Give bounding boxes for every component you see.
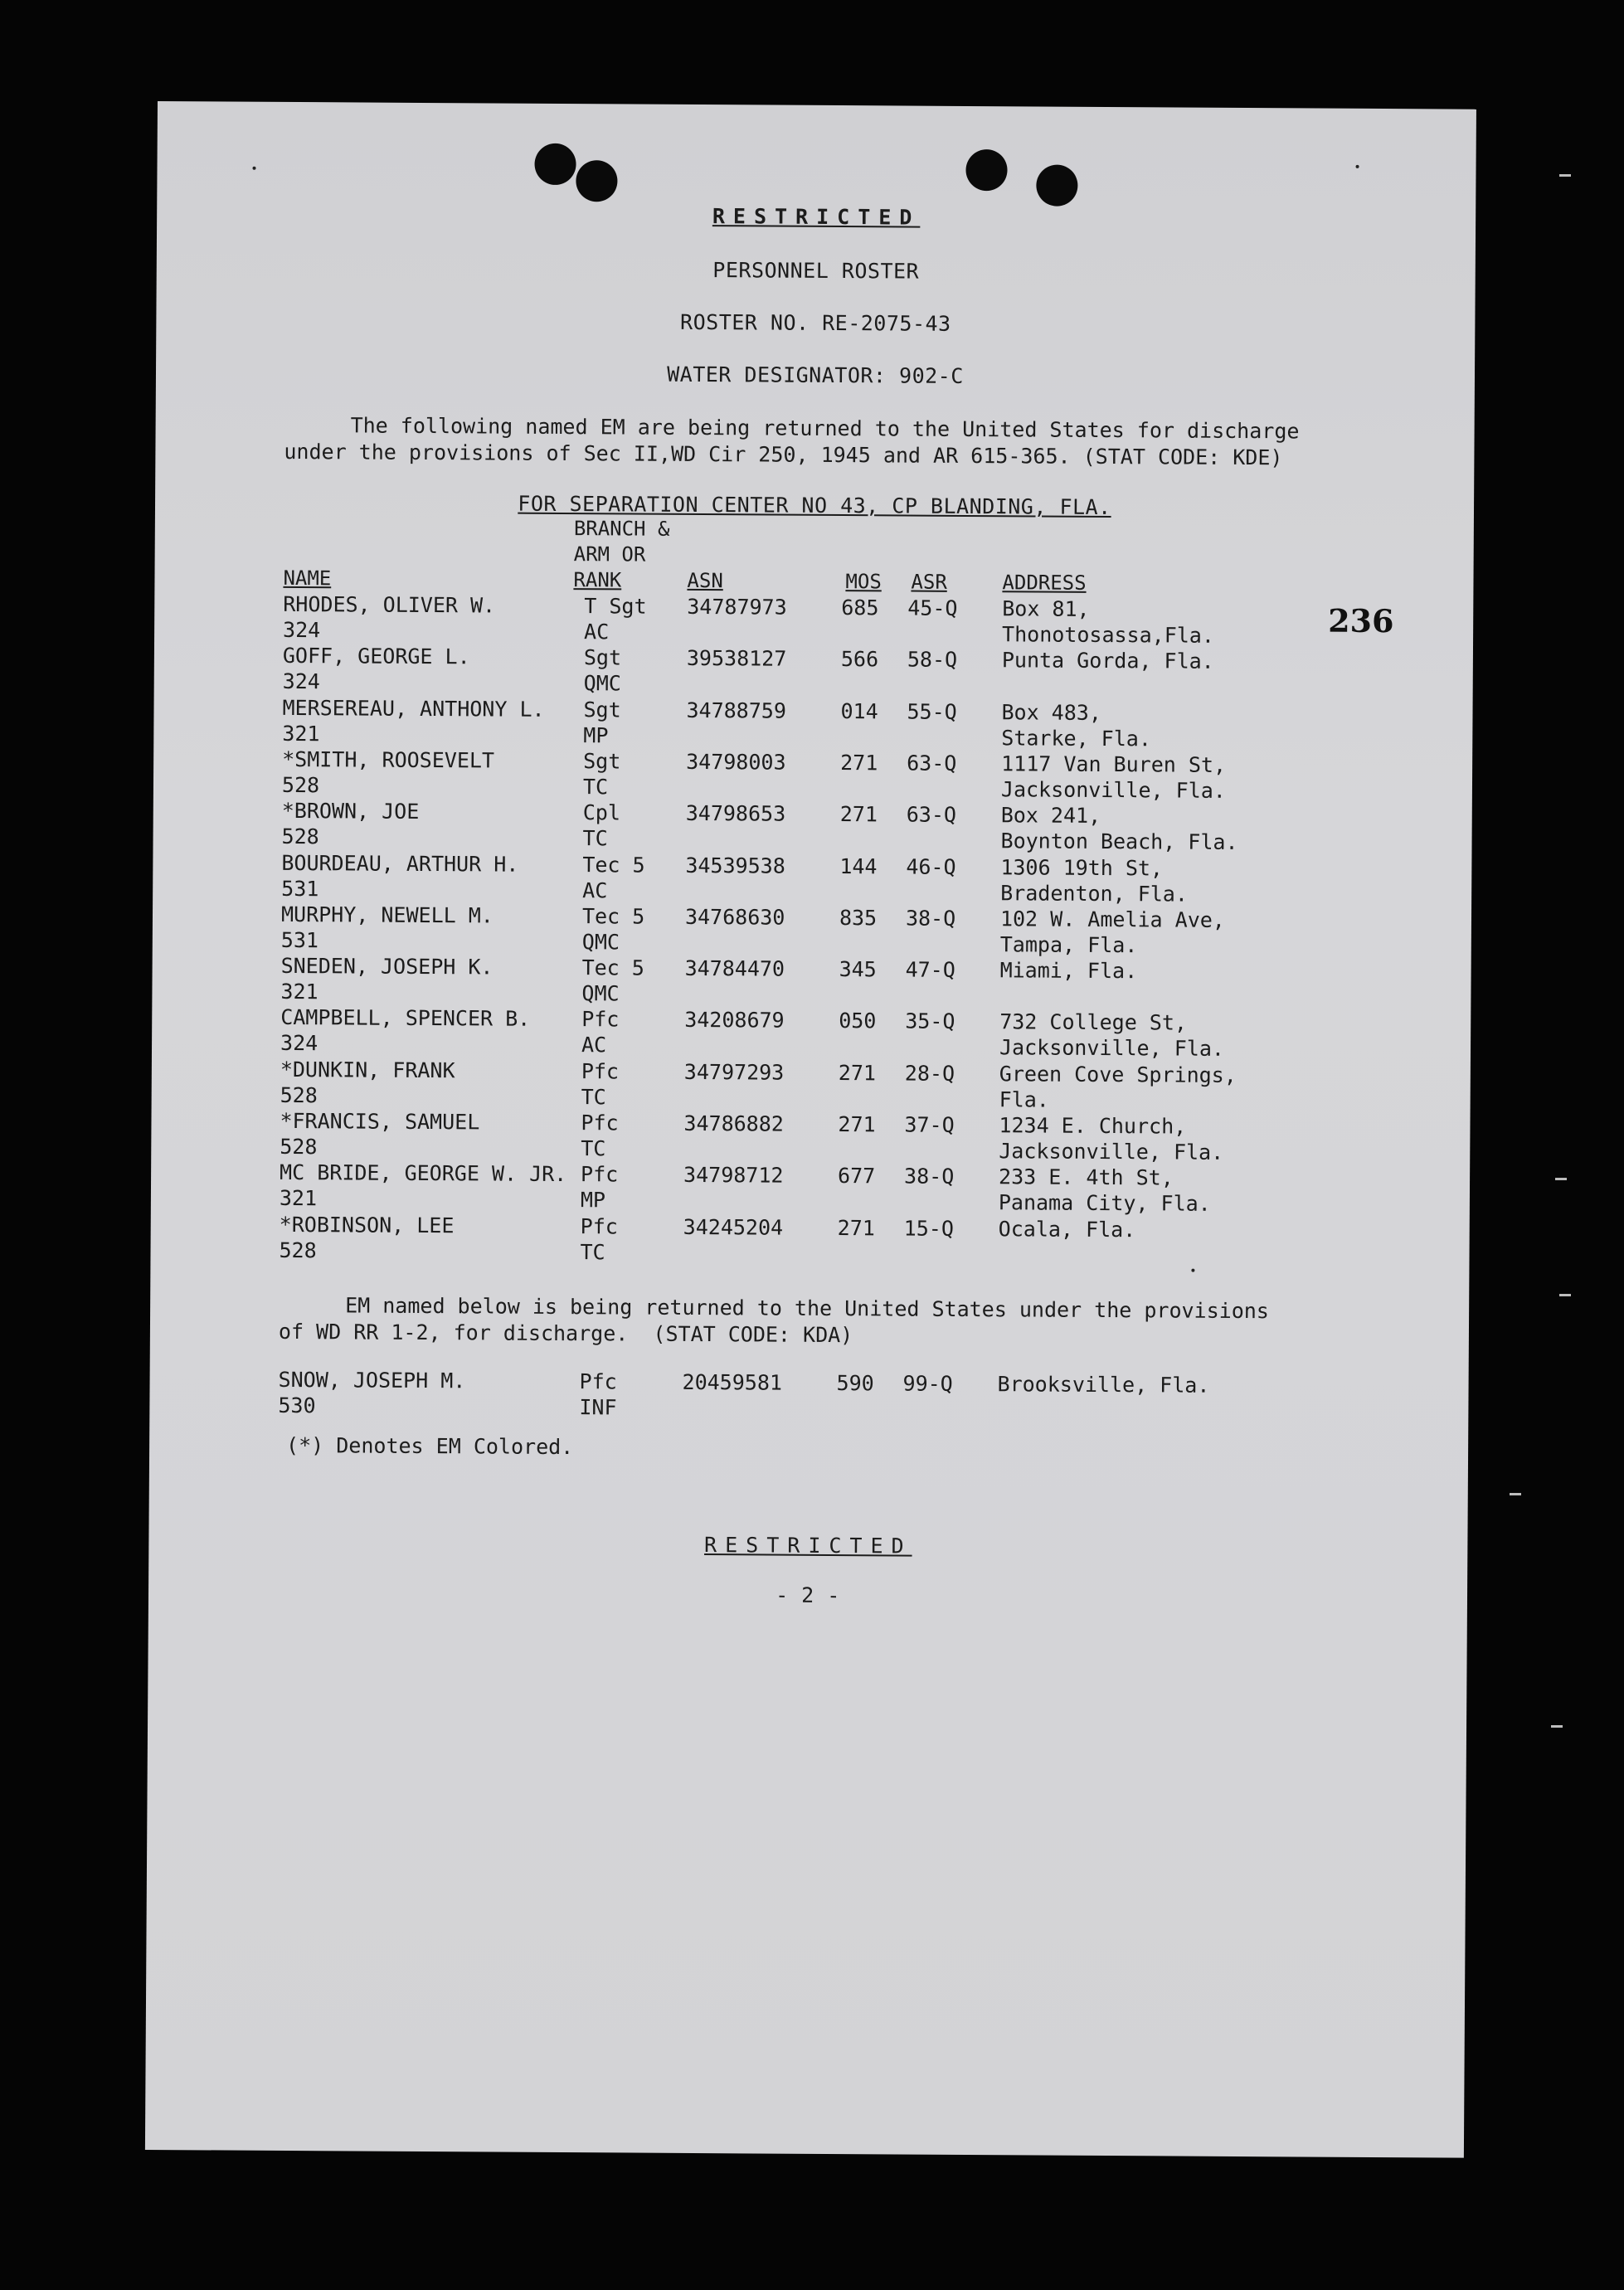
scan-mark (1555, 1178, 1567, 1180)
cell-branch: TC (581, 1084, 606, 1110)
cell-mos: 271 (838, 1112, 876, 1137)
mos-header: MOS (845, 570, 882, 594)
cell-code: 324 (282, 669, 320, 694)
cell-rank: Cpl (582, 800, 621, 825)
cell-addr2: Fla. (999, 1087, 1049, 1112)
water-designator: WATER DESIGNATOR: 902-C (667, 362, 964, 388)
cell-rank: Sgt (583, 749, 621, 774)
cell-branch: TC (582, 826, 608, 851)
cell-name: SNEDEN, JOSEPH K. (280, 954, 494, 980)
cell-addr1: 1306 19th St, (1000, 854, 1164, 880)
table-row (152, 1056, 1471, 1116)
cell-code: 528 (280, 1134, 318, 1160)
cell-branch: AC (581, 1033, 607, 1057)
address-header: ADDRESS (1002, 571, 1087, 595)
cell-name: SNOW, JOSEPH M. (278, 1367, 466, 1393)
cell-asr: 35-Q (905, 1009, 955, 1034)
cell-name: RHODES, OLIVER W. (283, 591, 496, 618)
cell-rank: Pfc (581, 1162, 619, 1187)
cell-asn: 34798712 (683, 1163, 784, 1188)
cell-code: 528 (281, 824, 319, 849)
cell-rank: Tec 5 (582, 852, 645, 878)
table-row (153, 797, 1471, 857)
cell-asr: 58-Q (907, 647, 958, 673)
table-row (154, 642, 1473, 702)
cell-name: MURPHY, NEWELL M. (280, 902, 494, 928)
cell-code: 324 (283, 617, 321, 643)
cell-asr: 37-Q (904, 1112, 955, 1137)
cell-name: *FRANCIS, SAMUEL (280, 1108, 480, 1135)
cell-asn: 34786882 (683, 1111, 784, 1136)
cell-addr2: Bradenton, Fla. (1000, 880, 1189, 907)
cell-code: 528 (281, 772, 320, 798)
cell-asn: 34787973 (687, 594, 787, 620)
cell-addr1: Ocala, Fla. (998, 1216, 1136, 1242)
cell-addr1: 1117 Van Buren St, (1001, 751, 1227, 777)
separation-center: FOR SEPARATION CENTER NO 43, CP BLANDING, FLA. (518, 491, 1111, 520)
cell-rank: Sgt (583, 697, 621, 722)
scan-mark (1510, 1493, 1521, 1495)
cell-addr1: Green Cove Springs, (999, 1061, 1237, 1087)
table-row (153, 848, 1471, 908)
footnote: (*) Denotes EM Colored. (286, 1432, 574, 1460)
cell-addr1: 233 E. 4th St, (999, 1164, 1174, 1190)
table-row (153, 746, 1472, 805)
table-row (152, 952, 1471, 1012)
cell-rank: Tec 5 (581, 955, 644, 980)
cell-asn: 39538127 (686, 646, 787, 671)
second-paragraph: EM named below is being returned to the United States under the provisions of WD RR 1-2, for discharge. (STAT CODE: KDA) (278, 1293, 1269, 1348)
cell-mos: 345 (839, 957, 877, 982)
cell-branch: TC (581, 1136, 606, 1161)
cell-branch: AC (582, 878, 608, 902)
cell-addr2: Jacksonville, Fla. (999, 1139, 1224, 1164)
table-row (153, 694, 1472, 754)
cell-branch: QMC (581, 929, 620, 955)
cell-addr1: Brooksville, Fla. (997, 1372, 1210, 1398)
table-row (152, 1004, 1471, 1063)
cell-name: GOFF, GEORGE L. (282, 644, 470, 669)
cell-code: 531 (281, 876, 319, 901)
cell-addr2: Panama City, Fla. (998, 1190, 1211, 1217)
cell-asn: 34208679 (684, 1008, 785, 1033)
cell-name: MERSEREAU, ANTHONY L. (282, 695, 545, 722)
classification-header: RESTRICTED (712, 204, 921, 230)
cell-addr2: Jacksonville, Fla. (1000, 777, 1226, 803)
branch-header: BRANCH & ARM OR RANK (573, 517, 670, 592)
cell-addr2: Starke, Fla. (1001, 725, 1152, 751)
cell-asr: 38-Q (905, 906, 956, 931)
table-row (151, 1107, 1470, 1167)
cell-addr1: 1234 E. Church, (999, 1113, 1187, 1139)
asr-header: ASR (911, 570, 947, 594)
cell-asr: 38-Q (904, 1164, 955, 1189)
intro-paragraph: The following named EM are being returned to the United States for discharge under the provisions of Sec II,WD Cir 250, 1945 and AR 615-365. (STAT CODE: KDE) (284, 413, 1300, 470)
document-page (145, 101, 1476, 2158)
cell-rank: Pfc (581, 1111, 619, 1135)
cell-mos: 566 (840, 647, 879, 672)
scan-mark (1559, 174, 1571, 177)
name-header: NAME (283, 566, 332, 591)
cell-addr2: Boynton Beach, Fla. (1000, 829, 1238, 855)
cell-mos: 271 (839, 802, 878, 827)
cell-asn: 34798003 (686, 749, 786, 775)
cell-code: 530 (278, 1393, 316, 1418)
table-row (153, 901, 1471, 960)
cell-addr1: Box 81, (1002, 596, 1090, 621)
cell-asn: 34797293 (683, 1059, 785, 1085)
cell-asr: 55-Q (907, 699, 957, 724)
cell-asr: 45-Q (907, 596, 958, 620)
cell-asn: 20459581 (682, 1369, 783, 1395)
stamp-number: 236 (1328, 601, 1394, 640)
table-row (154, 591, 1473, 650)
roster-number: ROSTER NO. RE-2075-43 (679, 309, 951, 336)
table-row (150, 1211, 1469, 1271)
cell-code: 321 (280, 980, 318, 1004)
punch-hole (576, 160, 617, 202)
cell-mos: 271 (840, 750, 878, 775)
cell-mos: 685 (841, 596, 879, 620)
cell-rank: Sgt (583, 645, 622, 670)
cell-addr2: Tampa, Fla. (999, 932, 1138, 958)
cell-rank: T Sgt (584, 594, 647, 619)
cell-mos: 271 (838, 1060, 877, 1085)
cell-asn: 34539538 (685, 853, 785, 878)
cell-asn: 34245204 (683, 1214, 784, 1240)
cell-name: *SMITH, ROOSEVELT (282, 746, 495, 773)
cell-asr: 63-Q (907, 751, 957, 775)
scan-mark (1559, 1294, 1571, 1296)
cell-branch: AC (584, 620, 610, 644)
classification-footer: RESTRICTED (704, 1533, 912, 1558)
cell-code: 531 (280, 927, 319, 953)
cell-mos: 014 (840, 698, 878, 723)
cell-name: *ROBINSON, LEE (279, 1212, 455, 1237)
cell-asn: 34798653 (685, 801, 786, 826)
cell-rank: Pfc (581, 1007, 620, 1032)
cell-addr1: Box 483, (1001, 699, 1102, 725)
cell-code: 528 (279, 1237, 317, 1262)
cell-name: BOURDEAU, ARTHUR H. (281, 850, 519, 877)
cell-branch: TC (582, 775, 609, 800)
scan-mark (1551, 1725, 1563, 1728)
cell-addr2: Thonotosassa,Fla. (1002, 622, 1215, 648)
cell-branch: QMC (583, 671, 621, 696)
cell-mos: 835 (839, 905, 878, 931)
cell-name: CAMPBELL, SPENCER B. (280, 1005, 531, 1032)
cell-rank: Pfc (579, 1369, 617, 1394)
cell-mos: 677 (838, 1164, 876, 1189)
cell-asr: 46-Q (906, 854, 956, 879)
cell-addr2: Jacksonville, Fla. (999, 1035, 1225, 1062)
speck (252, 167, 255, 170)
cell-addr1: Punta Gorda, Fla. (1001, 648, 1214, 674)
punch-hole (1036, 164, 1077, 206)
cell-mos: 050 (839, 1009, 877, 1033)
cell-code: 324 (280, 1031, 318, 1056)
table-row (149, 1366, 1468, 1426)
cell-branch: MP (583, 722, 609, 747)
punch-hole (534, 143, 576, 185)
cell-rank: Tec 5 (581, 903, 645, 929)
speck (1356, 165, 1359, 168)
cell-addr1: Miami, Fla. (999, 958, 1138, 984)
cell-mos: 144 (839, 853, 878, 878)
document-title: PERSONNEL ROSTER (712, 258, 920, 284)
cell-addr1: 102 W. Amelia Ave, (999, 907, 1226, 932)
cell-asr: 15-Q (903, 1216, 955, 1241)
cell-asr: 63-Q (906, 802, 957, 828)
punch-hole (965, 149, 1007, 191)
page-number: - 2 - (776, 1583, 840, 1608)
cell-name: MC BRIDE, GEORGE W. JR. (280, 1160, 567, 1187)
table-row (151, 1159, 1470, 1218)
cell-asr: 99-Q (902, 1371, 953, 1396)
cell-code: 321 (282, 721, 320, 746)
cell-branch: MP (580, 1188, 606, 1213)
cell-branch: INF (579, 1395, 617, 1420)
cell-name: *BROWN, JOE (281, 799, 420, 824)
cell-asn: 34768630 (684, 904, 785, 930)
cell-asr: 47-Q (905, 957, 955, 982)
speck (1191, 1269, 1194, 1272)
cell-asn: 34788759 (686, 698, 787, 723)
cell-asn: 34784470 (684, 955, 785, 981)
cell-mos: 590 (836, 1371, 874, 1396)
cell-rank: Pfc (580, 1213, 618, 1239)
asn-header: ASN (687, 568, 723, 593)
cell-branch: QMC (581, 981, 620, 1006)
cell-code: 528 (280, 1082, 318, 1107)
cell-addr1: Box 241, (1000, 803, 1101, 829)
cell-asr: 28-Q (904, 1061, 955, 1086)
cell-name: *DUNKIN, FRANK (280, 1057, 455, 1082)
cell-mos: 271 (837, 1215, 875, 1240)
cell-code: 321 (279, 1186, 318, 1211)
cell-addr1: 732 College St, (999, 1009, 1188, 1035)
cell-branch: TC (580, 1239, 605, 1264)
cell-rank: Pfc (581, 1058, 620, 1084)
